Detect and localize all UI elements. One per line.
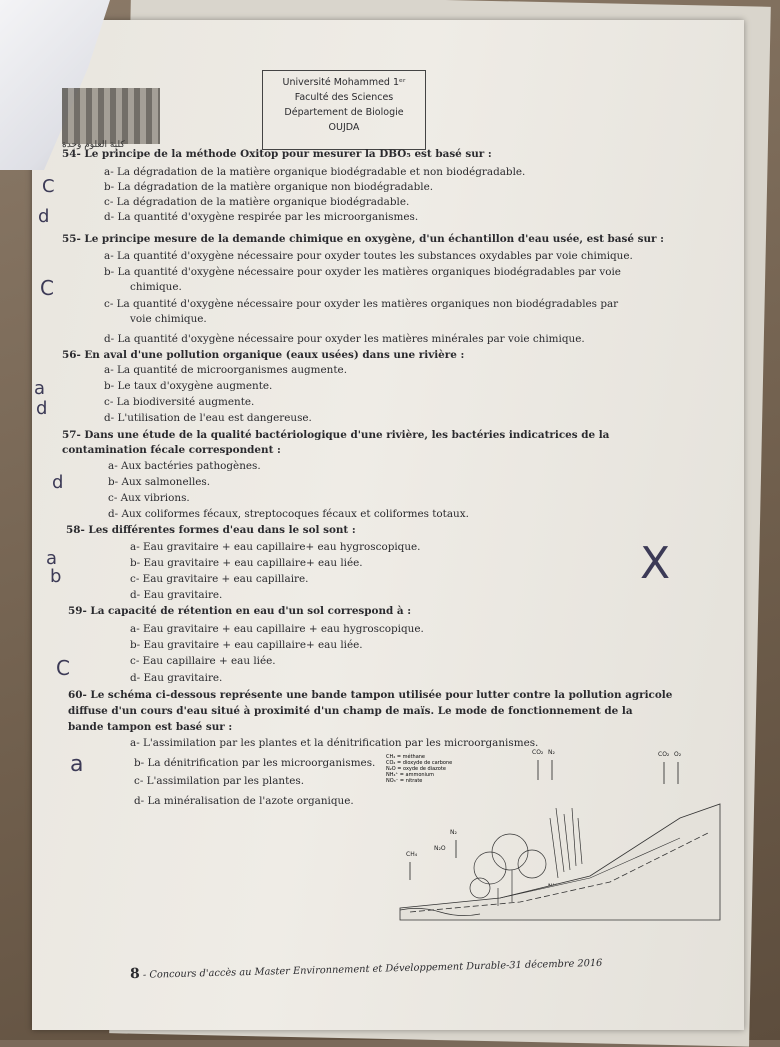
header-city: OUJDA: [328, 122, 360, 133]
header-department: Département de Biologie: [284, 107, 404, 118]
handwritten-q57: d: [52, 472, 64, 493]
q58-option-b: b- Eau gravitaire + eau capillaire+ eau liée.: [130, 557, 363, 569]
question-57-title: 57- Dans une étude de la qualité bactériologique d'une rivière, les bactéries indicatrices de la: [62, 429, 610, 441]
question-59-title: 59- La capacité de rétention en eau d'un sol correspond à :: [68, 605, 412, 617]
q56-option-d: d- L'utilisation de l'eau est dangereuse.: [104, 412, 312, 424]
handwritten-q54-d: d: [38, 206, 50, 227]
university-logo-image: [62, 88, 160, 144]
q55-option-a: a- La quantité d'oxygène nécessaire pour oxyder toutes les substances oxydables par voie chimique.: [104, 250, 633, 262]
header-box: [262, 70, 426, 150]
q57-option-d: d- Aux coliformes fécaux, streptocoques fécaux et coliformes totaux.: [108, 508, 469, 520]
q60-option-c: c- L'assimilation par les plantes.: [134, 775, 305, 787]
q55-option-b-cont: chimique.: [130, 281, 182, 293]
q55-option-c-cont: voie chimique.: [130, 313, 207, 325]
label-n2-a: N₂: [548, 749, 555, 756]
handwritten-q58-b: b: [50, 566, 62, 587]
page-number: 8: [129, 965, 141, 983]
label-n2-b: N₂: [450, 829, 457, 836]
handwritten-q56-d: d: [36, 398, 48, 419]
q54-option-c: c- La dégradation de la matière organique biodégradable.: [104, 196, 410, 208]
question-54-title: 54- Le principe de la méthode Oxitop pour mesurer la DBO₅ est basé sur :: [62, 148, 492, 160]
diagram-legend: [386, 753, 452, 784]
question-57-title-cont: contamination fécale correspondent :: [62, 444, 281, 456]
q55-option-b: b- La quantité d'oxygène nécessaire pour oxyder les matières organiques biodégradables par voie: [104, 266, 621, 278]
question-55-title: 55- Le principe mesure de la demande chimique en oxygène, d'un échantillon d'eau usée, est basé sur :: [62, 233, 664, 245]
q56-option-a: a- La quantité de microorganismes augmente.: [104, 364, 347, 376]
q59-option-b: b- Eau gravitaire + eau capillaire+ eau liée.: [130, 639, 363, 651]
legend-n2o: N₂O = oxyde de diazote: [386, 766, 446, 772]
label-co2-b: CO₂: [658, 751, 670, 758]
q55-option-c: c- La quantité d'oxygène nécessaire pour oxyder les matières organiques non biodégradables par: [104, 298, 619, 310]
header-university: Université Mohammed 1ᵉʳ: [282, 77, 406, 88]
question-60-title: 60- Le schéma ci-dessous représente une bande tampon utilisée pour lutter contre la pollution agricole: [68, 689, 673, 701]
q60-option-b: b- La dénitrification par les microorganismes.: [134, 757, 376, 769]
label-co2-a: CO₂: [532, 749, 544, 756]
footer-text: - Concours d'accès au Master Environnement et Développement Durable-31 décembre 2016: [142, 957, 603, 981]
handwritten-cross-mark: X: [640, 538, 671, 589]
q54-option-b: b- La dégradation de la matière organique non biodégradable.: [104, 181, 434, 193]
q55-option-d: d- La quantité d'oxygène nécessaire pour oxyder les matières minérales par voie chimique.: [104, 333, 585, 345]
q58-option-a: a- Eau gravitaire + eau capillaire+ eau hygroscopique.: [130, 541, 421, 553]
handwritten-q56-a: a: [34, 378, 46, 399]
handwritten-q58-a: a: [46, 548, 58, 569]
q59-option-a: a- Eau gravitaire + eau capillaire + eau hygroscopique.: [130, 623, 424, 635]
label-ch4: CH₄: [406, 851, 418, 858]
q56-option-c: c- La biodiversité augmente.: [104, 396, 255, 408]
handwritten-q55: C: [40, 276, 54, 300]
q54-option-d: d- La quantité d'oxygène respirée par les microorganismes.: [104, 211, 419, 223]
question-56-title: 56- En aval d'une pollution organique (eaux usées) dans une rivière :: [62, 349, 465, 361]
label-n2o: N₂O: [434, 845, 446, 852]
question-60-title-cont2: bande tampon est basé sur :: [68, 721, 233, 733]
legend-no3: NO₃⁻ = nitrate: [386, 778, 423, 784]
header-faculty: Faculté des Sciences: [294, 92, 394, 103]
legend-nh4: NH₄⁺ = ammonium: [386, 772, 434, 778]
q56-option-b: b- Le taux d'oxygène augmente.: [104, 380, 273, 392]
q54-option-a: a- La dégradation de la matière organique biodégradable et non biodégradable.: [104, 166, 526, 178]
handwritten-q54-c: C: [42, 176, 55, 197]
handwritten-q60: a: [70, 752, 84, 777]
logo-caption: كلية العلوم وجدة: [62, 140, 125, 150]
q59-option-c: c- Eau capillaire + eau liée.: [130, 655, 276, 667]
handwritten-q59: C: [56, 656, 70, 680]
buffer-strip-diagram: [380, 748, 732, 938]
legend-co2: CO₂ = dioxyde de carbone: [386, 760, 453, 766]
q60-option-d: d- La minéralisation de l'azote organique.: [134, 795, 354, 807]
q58-option-c: c- Eau gravitaire + eau capillaire.: [130, 573, 309, 585]
q57-option-a: a- Aux bactéries pathogènes.: [108, 460, 261, 472]
q59-option-d: d- Eau gravitaire.: [130, 672, 223, 684]
q57-option-c: c- Aux vibrions.: [108, 492, 190, 504]
legend-ch4: CH₄ = méthane: [386, 754, 426, 760]
q57-option-b: b- Aux salmonelles.: [108, 476, 211, 488]
question-58-title: 58- Les différentes formes d'eau dans le sol sont :: [66, 524, 356, 536]
q60-option-a: a- L'assimilation par les plantes et la dénitrification par les microorganismes.: [130, 737, 539, 749]
q58-option-d: d- Eau gravitaire.: [130, 589, 223, 601]
question-60-title-cont: diffuse d'un cours d'eau situé à proximité d'un champ de maïs. Le mode de fonctionnement de la: [68, 705, 633, 717]
label-o2: O₂: [674, 751, 682, 758]
